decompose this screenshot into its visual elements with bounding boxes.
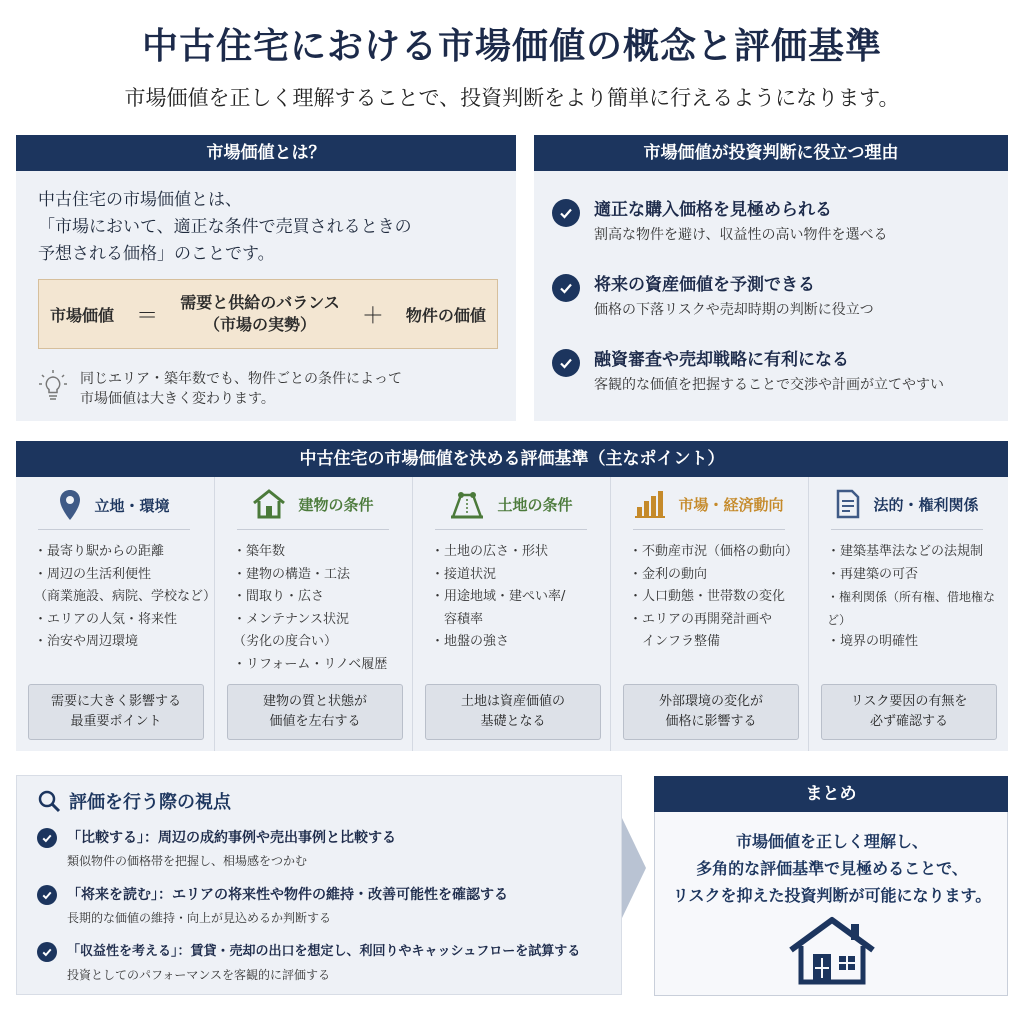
formula-middle: 需要と供給のバランス （市場の実勢） [180,293,340,334]
bar-chart-icon [634,489,666,519]
check-circle-icon [552,199,580,227]
location-pin-icon [58,489,82,521]
criteria-list: ・不動産市況（価格の動向） ・金利の動向 ・人口動態・世帯数の変化 ・エリアの再開発計画や インフラ整備 [629,544,799,649]
reason-item: 融資審査や売却戦略に有利になる 客観的な価値を把握することで交渉や計画が立てやすい [552,347,944,397]
summary-text: 市場価値を正しく理解し、 多角的な評価基準で見極めることで、 リスクを抑えた投資判断が可能になります。 [672,832,992,905]
viewpoints-panel [16,775,622,995]
document-icon [835,489,861,519]
criteria-list: ・最寄り駅からの距離 ・周辺の生活利便性 （商業施設、病院、学校など） ・エリアの人気・将来性 ・治安や周辺環境 [34,544,217,649]
formula-right: 物件の価値 [405,305,486,325]
check-circle-icon [552,349,580,377]
page-title: 中古住宅における市場価値の概念と評価基準 [141,26,882,67]
check-circle-icon [552,274,580,302]
definition-heading: 市場価値とは？ [16,135,516,171]
viewpoint-item: 「収益性を考える」：賃貸・売却の出口を想定し、利回りやキャッシュフローを試算する 投資としてのパフォーマンスを客観的に評価する [37,940,580,986]
criteria-heading: 中古住宅の市場価値を決める評価基準（主なポイント） [16,441,1008,477]
reason-item: 将来の資産価値を予測できる 価格の下落リスクや売却時期の判断に役立つ [552,272,874,322]
search-icon [37,789,61,813]
reason-item: 適正な購入価格を見極められる 割高な物件を避け、収益性の高い物件を選べる [552,197,887,247]
check-circle-icon [37,942,57,962]
land-survey-icon [449,489,485,519]
criteria-summary-box: 外部環境の変化が 価格に影響する [623,684,799,740]
tip-note: 同じエリア・築年数でも、物件ごとの条件によって 市場価値は大きく変わります。 [38,369,402,409]
criteria-column-land: 土地の条件 ・土地の広さ・形状 ・接道状況 ・用途地域・建ぺい率/ 容積率 ・地盤の強さ 土地は資産価値の 基礎となる [412,477,608,751]
lightbulb-icon [38,369,68,405]
formula-left: 市場価値 [50,305,115,325]
criteria-summary-box: 土地は資産価値の 基礎となる [425,684,601,740]
criteria-column-legal: 法的・権利関係 ・建築基準法などの法規制 ・再建築の可否 ・権利関係（所有権、借地権など） ・境界の明確性 リスク要因の有無を 必ず確認する [808,477,1008,751]
page-subtitle: 市場価値を正しく理解することで、投資判断をより簡単に行えるようになります。 [124,86,900,110]
criteria-column-market: 市場・経済動向 ・不動産市況（価格の動向） ・金利の動向 ・人口動態・世帯数の変化 ・エリアの再開発計画や インフラ整備 外部環境の変化が 価格に影響する [610,477,806,751]
criteria-panel [16,477,1008,751]
formula-plus: ＋ [361,303,384,329]
criteria-column-building: 建物の条件 ・築年数 ・建物の構造・工法 ・間取り・広さ ・メンテナンス状況 （劣化の度合い） ・リフォーム・リノベ履歴 建物の質と状態が 価値を左右する [214,477,410,751]
criteria-list: ・築年数 ・建物の構造・工法 ・間取り・広さ ・メンテナンス状況 （劣化の度合い） ・リフォーム・リノベ履歴 [233,544,388,672]
criteria-summary-box: リスク要因の有無を 必ず確認する [821,684,997,740]
house-icon [252,489,286,519]
criteria-list: ・土地の広さ・形状 ・接道状況 ・用途地域・建ぺい率/ 容積率 ・地盤の強さ [431,544,566,649]
reasons-heading: 市場価値が投資判断に役立つ理由 [534,135,1008,171]
arrow-right-icon [620,808,650,928]
check-circle-icon [37,828,57,848]
criteria-column-location: 立地・環境 ・最寄り駅からの距離 ・周辺の生活利便性 （商業施設、病院、学校など） ・エリアの人気・将来性 ・治安や周辺環境 需要に大きく影響する 最重要ポイント [16,477,212,751]
check-circle-icon [37,885,57,905]
value-formula [38,279,498,349]
formula-equals: ＝ [136,303,159,329]
summary-heading: まとめ [654,776,1008,812]
criteria-summary-box: 建物の質と状態が 価値を左右する [227,684,403,740]
criteria-list: ・建築基準法などの法規制 ・再建築の可否 ・権利関係（所有権、借地権など） ・境界の明確性 [827,544,996,649]
summary-panel [654,812,1008,996]
definition-panel [16,171,516,421]
house-icon [787,916,877,986]
definition-text: 中古住宅の市場価値とは、 「市場において、適正な条件で売買されるときの 予想される価格」のことです。 [38,190,412,264]
viewpoints-heading: 評価を行う際の視点 [69,792,231,813]
criteria-summary-box: 需要に大きく影響する 最重要ポイント [28,684,204,740]
viewpoint-item: 「将来を読む」：エリアの将来性や物件の維持・改善可能性を確認する 長期的な価値の維持・向上が見込めるか判断する [37,883,508,929]
viewpoint-item: 「比較する」：周辺の成約事例や売出事例と比較する 類似物件の価格帯を把握し、相場感をつかむ [37,826,396,872]
reasons-panel [534,171,1008,421]
